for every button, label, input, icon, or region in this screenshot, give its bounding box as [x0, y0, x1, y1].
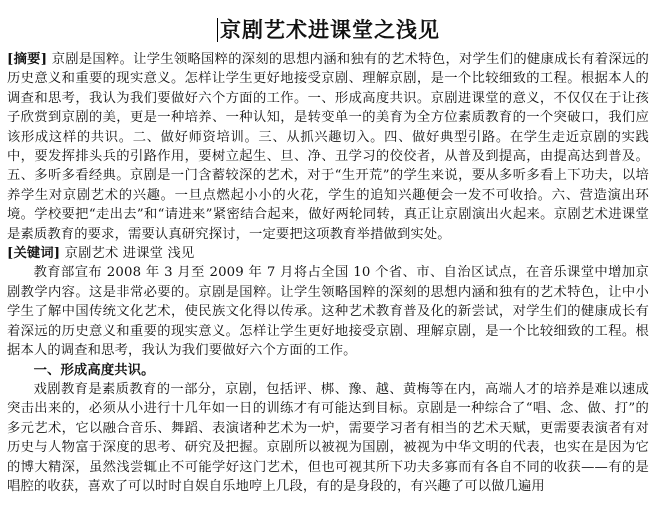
- document-title: 京剧艺术进课堂之浅见: [220, 18, 440, 42]
- text-cursor: [217, 18, 218, 42]
- section-heading: 一、形成高度共识。: [33, 362, 155, 378]
- abstract-text: 京剧是国粹。让学生领略国粹的深刻的思想内涵和独有的艺术特色，对学生们的健康成长有着深远的历史意义和重要的现实意义。怎样让学生更好地接受京剧、理解京剧，是一个比较细致的工程。根据本人的调查和思考，我认为我们要做好六个方面的工作。一、形成高度共识。京剧进课堂的意义，不仅仅在于让孩子欣赏到京剧的美，更是一种培养、一种认知，是转变单一的美育为全方位素质教育的一个突破口，我们应该形成这样的共识。二、做好师资培训。三、从抓兴趣切入。四、做好典型引路。在学生走近京剧的实践中，要发挥排头兵的引路作用，要树立起生、旦、净、丑学习的佼佼者，从普及到提高，由提高达到普及。五、多听多看经典。京剧是一门含蓄较深的艺术，对于“生开荒”的学生来说，要从多听多看上下功夫，以培养学生对京剧艺术的兴趣。一旦点燃起小小的火花，学生的追知兴趣便会一发不可收拾。六、营造演出环境。学校要把“走出去”和“请进来”紧密结合起来，做好两轮同转，真正让京剧演出火起来。京剧艺术进课堂是素质教育的要求，需要认真研究探讨，一定要把这项教育举措做到实处。: [7, 52, 649, 242]
- intro-paragraph: 教育部宣布 2008 年 3 月至 2009 年 7 月将占全国 10 个省、市、自治区试点，在音乐课堂中增加京剧教学内容。这是非常必要的。京剧是国粹。让学生领略国粹的深刻的思想内涵和独有的艺术特色，让中小学生了解中国传统文化艺术，使民族文化得以传承。这种艺术教育普及化的新尝试，对学生们的健康成长有着深远的历史意义和重要的现实意义。怎样让学生更好地接受京剧、理解京剧，是一个比较细致的工程。根据本人的调查和思考，我认为我们要做好六个方面的工作。: [7, 265, 649, 359]
- section-paragraph: 戏剧教育是素质教育的一部分，京剧，包括评、梆、豫、越、黄梅等在内，高端人才的培养是难以速成突击出来的，必须从小进行十几年如一日的训练才有可能达到目标。京剧是一种综合了“唱、念、做、打”的多元艺术，它以融合音乐、舞蹈、表演诸种艺术为一炉，需要学习者有相当的艺术天赋，更需要表演者有对历史与人物富于深度的思考、研究及把握。京剧所以被视为国剧，被视为中华文明的代表，也实在是因为它的博大精深，虽然浅尝辄止不可能学好这门艺术，但也可视其所下功夫多寡而有各自不同的收获——有的是唱腔的收获，喜欢了可以时时自娱自乐地哼上几段，有的是身段的，有兴趣了可以做几遍用: [7, 381, 649, 494]
- keywords-text: 京剧艺术 进课堂 浅见: [64, 246, 195, 262]
- keywords-paragraph: [7, 244, 649, 263]
- document-body: [7, 50, 649, 496]
- abstract-label: [摘要]: [7, 52, 48, 67]
- abstract-paragraph: [7, 50, 649, 244]
- title-bar: [0, 14, 657, 44]
- keywords-label: [关键词]: [7, 246, 61, 262]
